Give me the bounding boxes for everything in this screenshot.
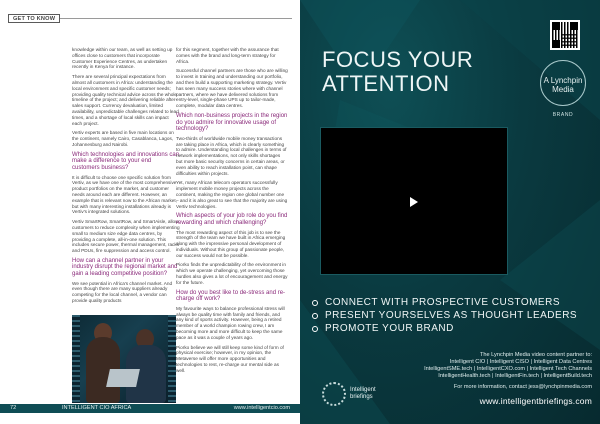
circle-bullet-icon bbox=[312, 300, 318, 306]
dotted-ring-icon bbox=[322, 382, 346, 406]
magazine-name: INTELLIGENT CIO AFRICA bbox=[62, 405, 132, 411]
circle-bullet-icon bbox=[312, 313, 318, 319]
video-player[interactable] bbox=[320, 127, 508, 275]
advert-title-line-2: ATTENTION bbox=[322, 71, 450, 96]
brand-label: BRAND bbox=[552, 112, 574, 118]
paragraph: We see potential in Africa's channel market. And even though there are many suppliers already competing for the local channel, a vendor can provide quality products bbox=[72, 280, 173, 304]
question-heading: Which non-business projects in the region do you admire for innovative usage of technology? bbox=[176, 112, 288, 133]
partner-line: IntelligentHealth.tech | IntelligentFin.tech | IntelligentBuild.tech bbox=[438, 373, 592, 379]
list-item: PROMOTE YOUR BRAND bbox=[312, 323, 592, 336]
paragraph: knowledge within our team, as well as setting up offices close to customers that incorporate Customer Experience Centres, as undertaken recently in Kenya for instance. bbox=[72, 47, 173, 70]
paragraph: Vertiv experts are based in five main locations on the continent, namely Cairo, Casablanca, Lagos, Johannesburg and Nairobi. bbox=[72, 130, 174, 147]
footer-url[interactable]: www.intelligentcio.com bbox=[233, 405, 290, 411]
benefit-list bbox=[312, 297, 592, 336]
website-link[interactable]: www.intelligentbriefings.com bbox=[479, 396, 592, 406]
play-icon[interactable] bbox=[410, 197, 418, 207]
paragraph: It is difficult to choose one specific solution from Vertiv, as we have one of the most comprehensive product portfolios on the market, and customer needs around each are different. However, an example that is relevant now to the African market, but with many interesting installations already is Vertiv's integrated solutions. bbox=[72, 174, 177, 215]
paragraph: Yet, many African telecom operators successfully implement mobile money projects across the continent, making the region one global number one – and it is also great to see that the majority are using Vertiv technologies. bbox=[176, 180, 288, 209]
lynchpin-media-logo bbox=[534, 60, 592, 124]
paragraph: for this segment, together with the assurance that comes with the brand and long-term strategy for Africa. bbox=[176, 47, 279, 64]
paragraph: Two-thirds of worldwide mobile money transactions are taking place in Africa, which is clearly something to admire. Understanding local challenges in terms of network implementations, not only skills shortages but more basic security concerns in certain areas, or even ability to reach installation point, can shape difficulties within projects. bbox=[176, 135, 287, 176]
advert-page bbox=[300, 0, 600, 424]
article-column-2 bbox=[176, 47, 288, 378]
page-footer bbox=[0, 404, 300, 413]
partner-list bbox=[412, 352, 592, 380]
page-number: 72 bbox=[10, 405, 17, 411]
partner-line: Intelligent CIO | Intelligent CISO | Intelligent Data Centres bbox=[449, 359, 592, 365]
list-item: CONNECT WITH PROSPECTIVE CUSTOMERS bbox=[312, 297, 592, 310]
paragraph: Vertiv SmartRow, SmartRow, and SmartAisle, allow customers to reduce complexity when implementing small to medium size edge data centres, by providing a complete, all-in-one solution. This includes secure power, thermal management, racks and PDUs, fire suppression and access control. bbox=[72, 219, 180, 254]
paragraph: Successful channel partners are those who are willing to invest in training and understanding our portfolio, and then build a supporting marketing strategy. Vertiv has seen many success stories where with channel partners, where we have delivered solutions from entry-level, single-phase UPS up to tailor-made, complete, modular data centres. bbox=[176, 68, 288, 109]
question-heading: How do you best like to de-stress and re-charge off work? bbox=[176, 289, 286, 303]
circle-bullet-icon bbox=[312, 326, 318, 332]
question-heading: How can a channel partner in your industry disrupt the regional market and gain a leading competitive position? bbox=[72, 257, 178, 278]
section-tag: GET TO KNOW bbox=[8, 14, 60, 23]
interview-photo bbox=[72, 315, 176, 403]
partner-line: IntelligentSME.tech | IntelligentCXO.com | Intelligent Tech Channels bbox=[424, 366, 592, 372]
partner-line: The Lynchpin Media video content partner to: bbox=[479, 352, 592, 358]
section-divider bbox=[60, 18, 292, 19]
brand-name: A Lynchpin Media bbox=[543, 76, 583, 94]
question-heading: Which aspects of your job role do you find rewarding and which challenging? bbox=[176, 213, 288, 226]
paragraph: Piorko believe we will still keep some kind of form of physical exercise; however, in my opinion, the Metaverse will offer more opportunities and technologies to rest, re-charge our mental side as well. bbox=[176, 344, 284, 373]
paragraph: The most rewarding aspect of this job is to see the strength of the team we have built in Africa emerging along with the impressive personal development of individuals. Without this group of passionate people, our success would not be possible. bbox=[176, 229, 286, 258]
paragraph: Piorko finds the unpredictability of the environment in which we operate challenging, yet overcoming those hurdles also gives a lot of encouragement and energy for the future. bbox=[176, 262, 288, 285]
laptop-icon bbox=[106, 369, 140, 387]
advert-title-line-1: FOCUS YOUR bbox=[322, 47, 474, 72]
list-item: PRESENT YOURSELVES AS THOUGHT LEADERS bbox=[312, 310, 592, 323]
contact-info: For more information, contact jess@lynchpinmedia.com bbox=[453, 384, 592, 390]
article-column-1 bbox=[72, 47, 180, 308]
intelligent-briefings-logo: Intelligent briefings bbox=[322, 380, 378, 408]
question-heading: Which technologies and innovations can make a difference to your end customers business? bbox=[72, 151, 180, 171]
qr-code-icon[interactable] bbox=[550, 20, 580, 50]
paragraph: My favourite ways to balance professional stress will always be quality time with family and friends, and any kind of sports activity. However, being a retired member of a world champion rowing crew, I am becoming more and more difficult to keep the same pace as it was a couple of years ago. bbox=[176, 305, 285, 340]
paragraph: There are several principal expectations from almost all customers in Africa: understanding the local environment and specific customer needs; providing quality technical advice across the whole timeline of the project; and delivering reliable after-sales support. Currency devaluation, limited availability, unpredictable challenges related to lead times, and a shortage of local skills can impact each project. bbox=[72, 74, 179, 126]
